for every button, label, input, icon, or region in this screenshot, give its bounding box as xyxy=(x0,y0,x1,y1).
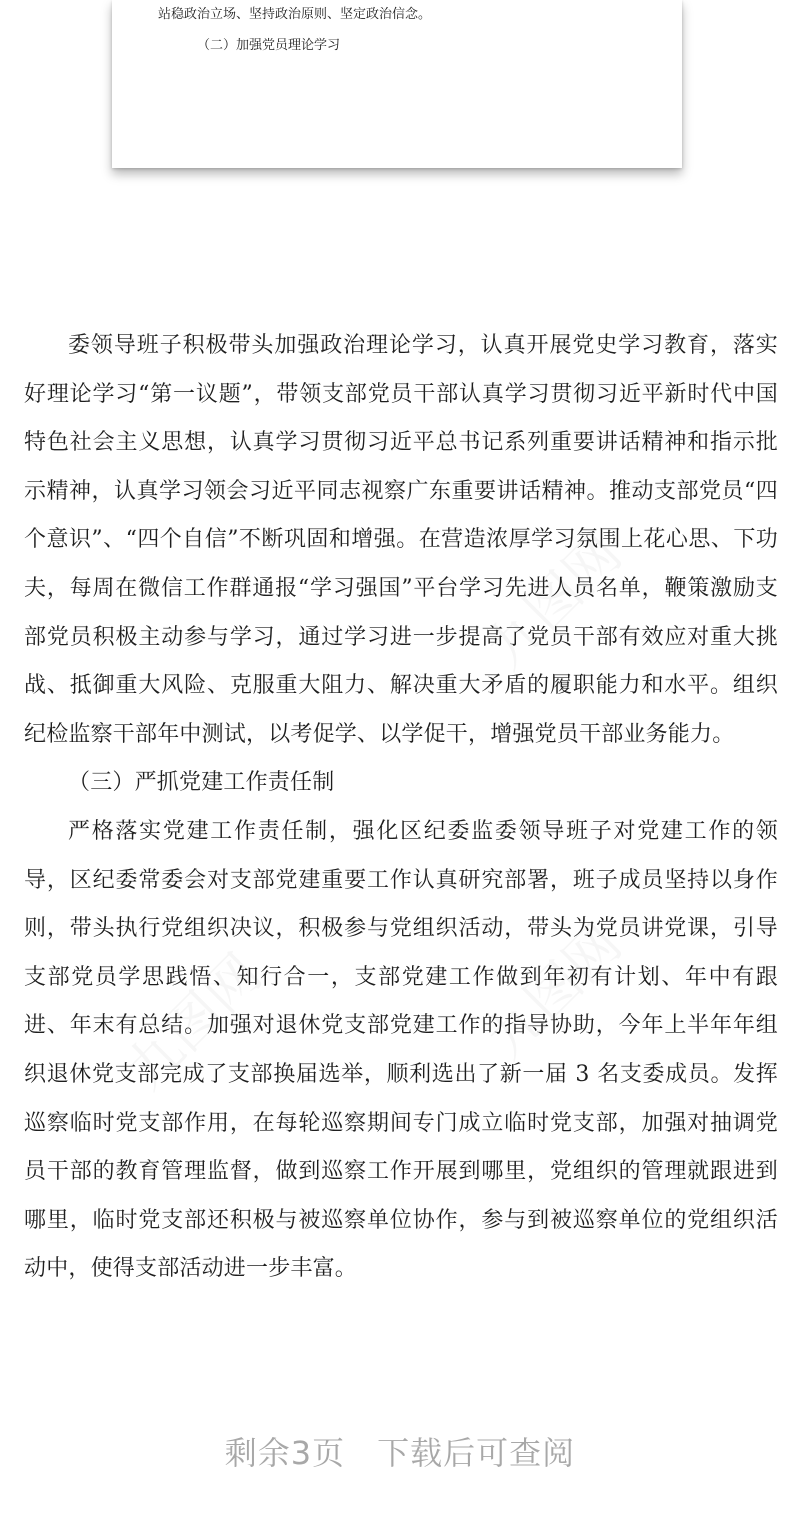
preview-subheading: （二）加强党员理论学习 xyxy=(197,38,341,53)
watermark: 九图网 xyxy=(474,911,634,1071)
previous-page-preview xyxy=(112,0,682,168)
preview-text-line: 站稳政治立场、坚持政治原则、坚定政治信念。 xyxy=(158,7,432,22)
body-paragraph: 委领导班子积极带头加强政治理论学习，认真开展党史学习教育，落实好理论学习“第一议题”，带领支部党员干部认真学习贯彻习近平新时代中国特色社会主义思想，认真学习贯彻习近平总书记系列重要讲话精神和指示批示精神，认真学习领会习近平同志视察广东重要讲话精神。推动支部党员“四个意识”、“四个自信”不断巩固和增强。在营造浓厚学习氛围上花心思、下功夫，每周在微信工作群通报“学习强国”平台学习先进人员名单，鞭策激励支部党员积极主动参与学习，通过学习进一步提高了党员干部有效应对重大挑战、抵御重大风险、克服重大阻力、解决重大矛盾的履职能力和水平。组织纪检监察干部年中测试，以考促学、以学促干，增强党员干部业务能力。 xyxy=(24,333,778,747)
remaining-pages-label: 剩余3页 xyxy=(224,1434,346,1472)
download-to-view-label: 下载后可查阅 xyxy=(377,1434,576,1472)
document-body xyxy=(24,322,778,1294)
section-heading: （三）严抓党建工作责任制 xyxy=(68,770,335,796)
watermark: 九图网 xyxy=(114,941,274,1101)
body-paragraph: 严格落实党建工作责任制，强化区纪委监委领导班子对党建工作的领导，区纪委常委会对支部党建重要工作认真研究部署，班子成员坚持以身作则，带头执行党组织决议，积极参与党组织活动，带头为党员讲党课，引导支部党员学思践悟、知行合一，支部党建工作做到年初有计划、年中有跟进、年末有总结。加强对退休党支部党建工作的指导协助，今年上半年年组织退休党支部完成了支部换届选举，顺利选出了新一届 3 名支委成员。发挥巡察临时党支部作用，在每轮巡察期间专门成立临时党支部，加强对抽调党员干部的教育管理监督，做到巡察工作开展到哪里，党组织的管理就跟进到哪里，临时党支部还积极与被巡察单位协作，参与到被巡察单位的党组织活动中，使得支部活动进一步丰富。 xyxy=(24,818,778,1282)
download-to-view-banner[interactable] xyxy=(0,1428,800,1474)
watermark: 九图网 xyxy=(474,521,634,681)
